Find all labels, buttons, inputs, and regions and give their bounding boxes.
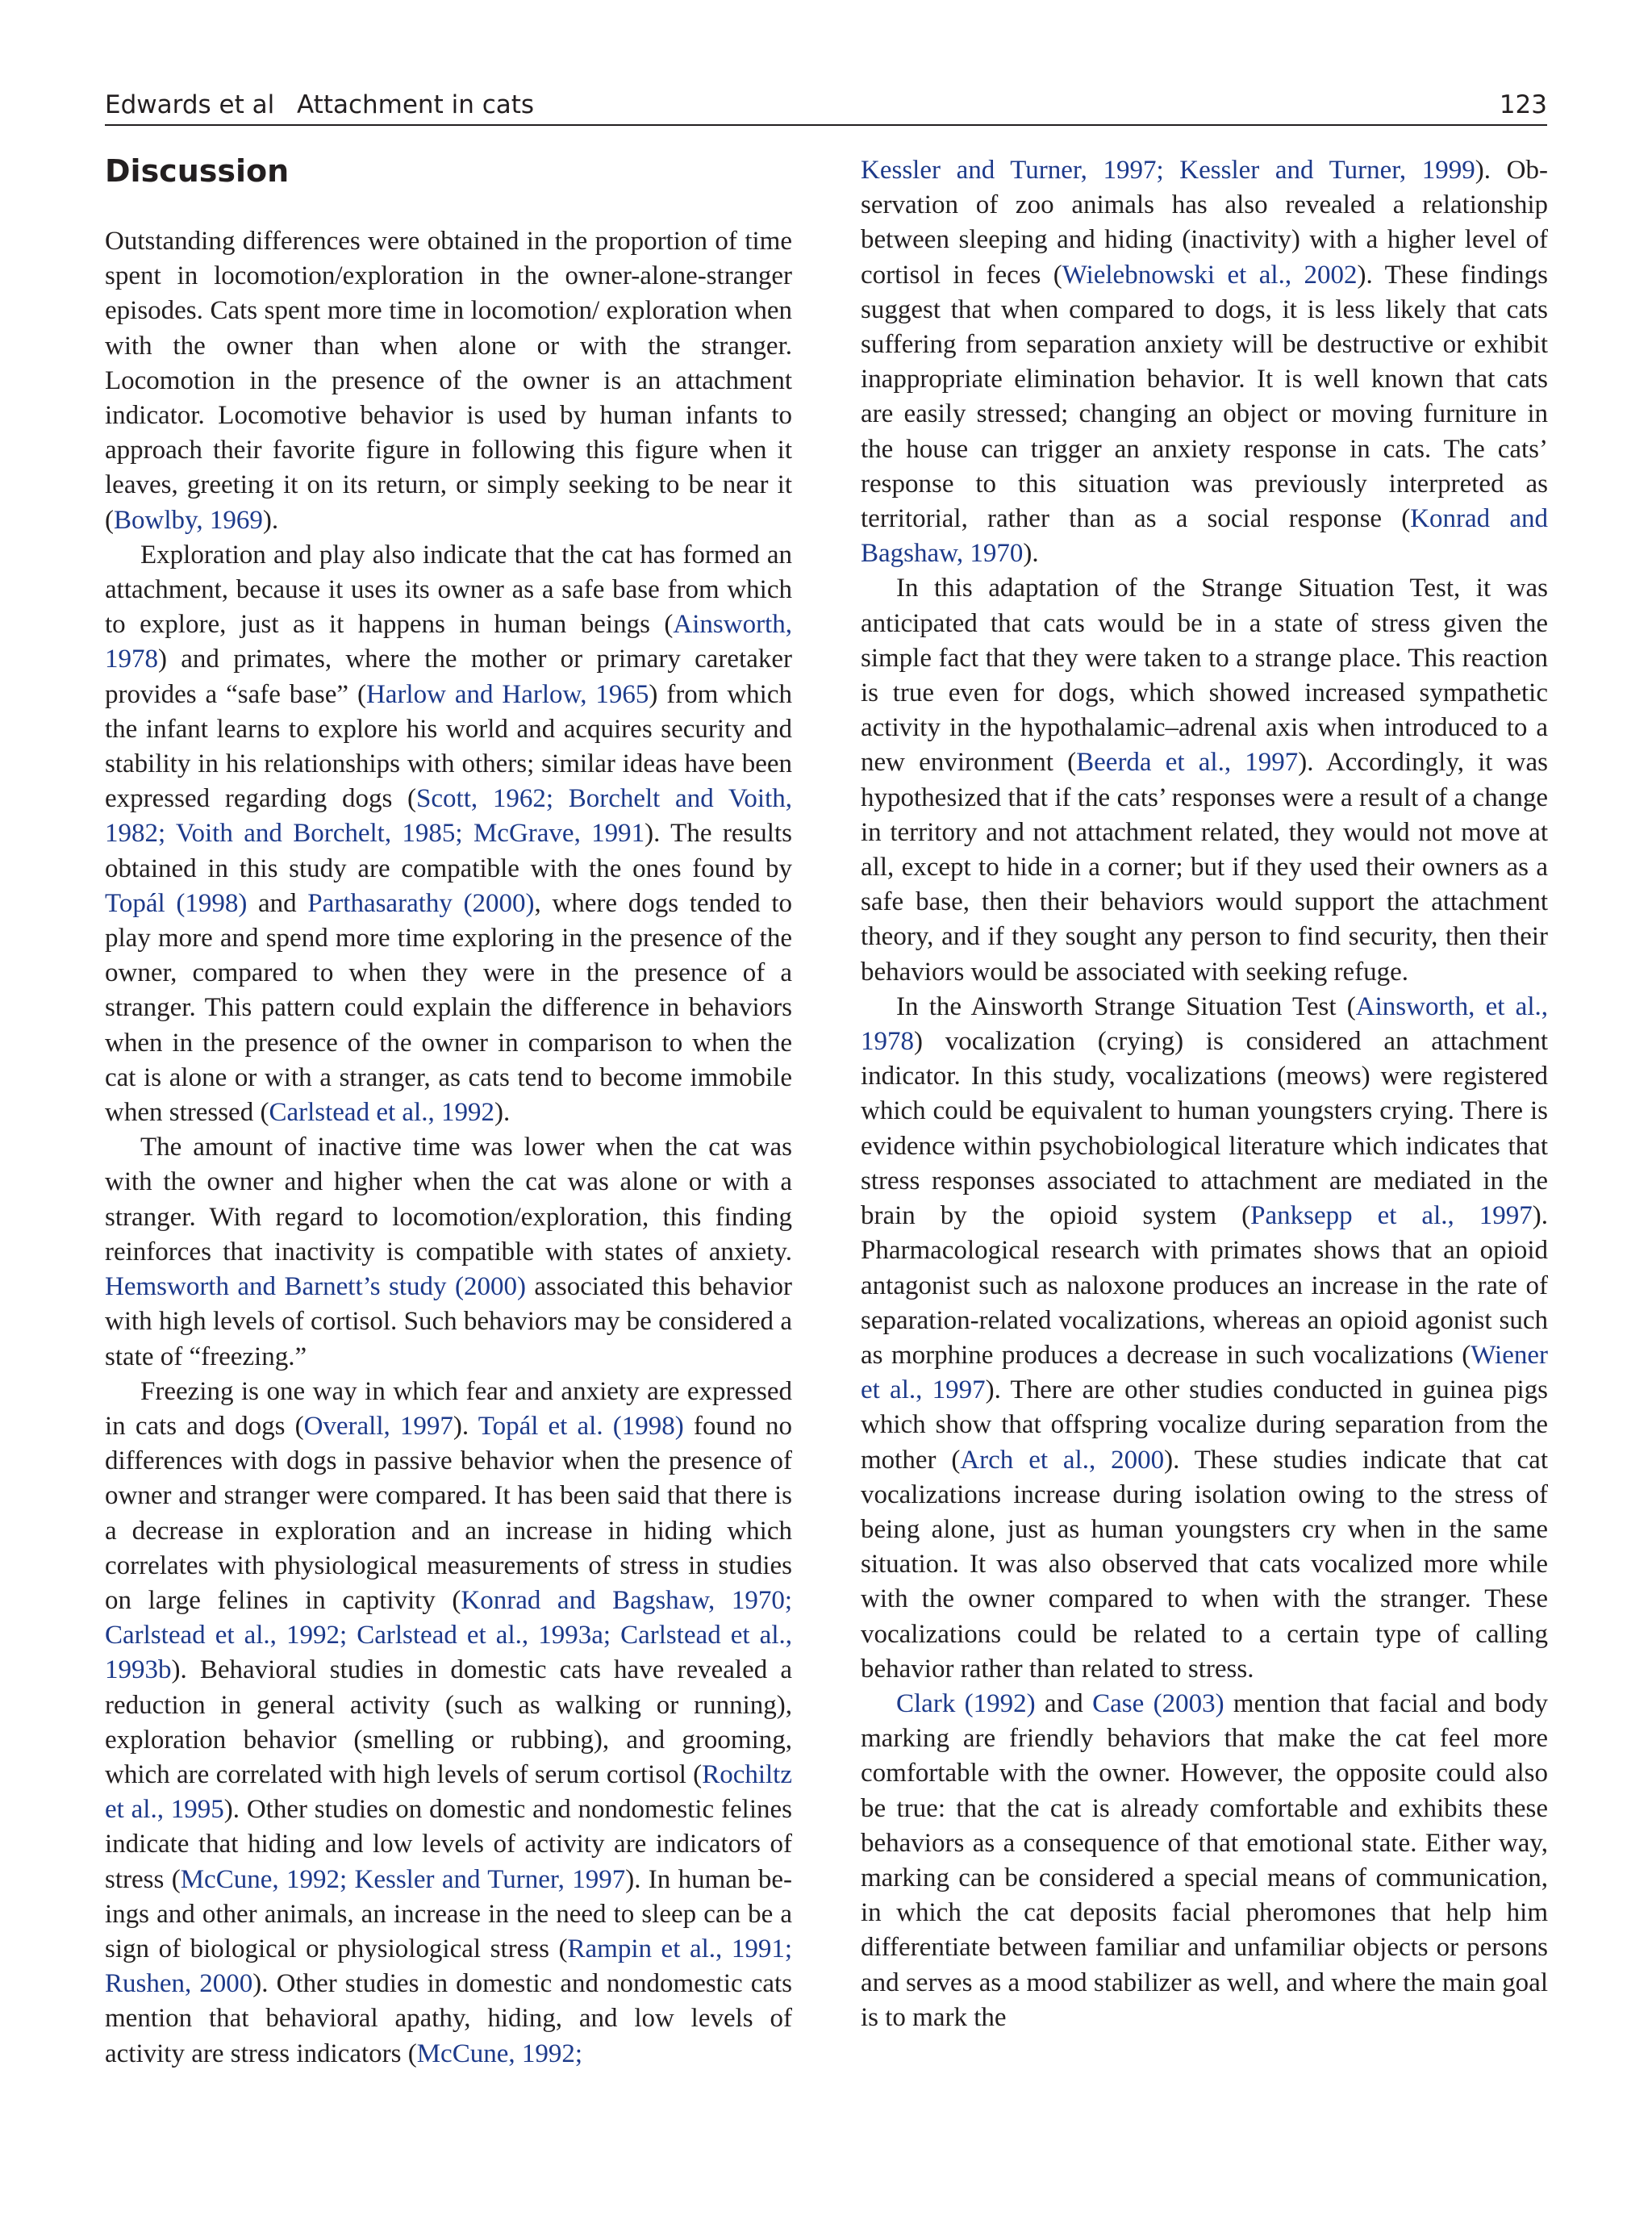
citation-link[interactable]: Arch et al., 2000	[960, 1445, 1165, 1475]
body-text: , where dogs tended to play more and spend more time exploring in the presence of the owner, compared to when they were in the presence of a stranger. This pattern could explain the difference in behaviors when in the presence of the owner in comparison to when the cat is alone or with a stranger, as cats tend to become immobile when stressed (	[105, 888, 793, 1128]
citation-link[interactable]: Scott, 1962; Borchelt and Voith, 1982; Voith and Borchelt, 1985; McGrave, 1991	[105, 784, 792, 849]
body-text: found no differences with dogs in passive behavior when the presence of owner and stranger were compared. It has been said that there is a decrease in exploration and an increase in hiding which correlates with physiological measurements of stress in studies on large felines in captivity (	[105, 1411, 792, 1615]
citation-link[interactable]: McCune, 1992; Kessler and Turner, 1997	[180, 1864, 626, 1894]
body-text: ). Observation of zoo animals has also revealed a relationship between sleeping and hiding (inactivity) with a higher level of cortisol in feces (	[861, 156, 1548, 290]
body-text: ). Other studies in domestic and nondomestic cats mention that behavioral apathy, hiding, and low levels of activity are stress indicators (	[105, 1969, 793, 2068]
citation-link[interactable]: Kessler and Turner, 1997; Kessler and Turner, 1999	[861, 156, 1475, 185]
body-text: ). Behavioral studies in domestic cats have revealed a reduction in general activity (such as walking or running), exploration behavior (smelling or rubbing), and grooming, which are correlated with high levels of serum cortisol (	[105, 1655, 792, 1789]
header-short-title: Attachment in cats	[297, 90, 535, 119]
body-text: ). Pharmacological research with primates shows that an opioid antagonist such as naloxone produces an increase in the rate of separation-related vocalizations, whereas an opioid agonist such as morphine produces a decrease in such vocalizations (	[861, 1201, 1548, 1370]
body-text: ). Accordingly, it was hypothesized that if the cats’ responses were a result of a change in territory and not attachment related, they would not move at all, except to hide in a corner; but if they used their owners as a safe base, then their behaviors would support the attachment theory, and if they sought any person to find security, then their behaviors would be associated with seeking refuge.	[861, 748, 1548, 987]
citation-link[interactable]: Wielebnowski et al., 2002	[1062, 260, 1358, 290]
right-column	[861, 153, 1548, 2035]
citation-link[interactable]: Konrad and Bagshaw, 1970	[861, 504, 1548, 569]
paragraph	[105, 1375, 792, 2072]
citation-link[interactable]: Beerda et al., 1997	[1076, 748, 1299, 778]
body-text: In this adaptation of the Strange Situation Test, it was anticipated that cats would be in a state of stress given the simple fact that they were taken to a strange place. This reaction is true even for dogs, which showed increased sympathetic activity in the hypothalamic–adrenal axis when introduced to a new environment (	[861, 574, 1548, 778]
body-text: The amount of inactive time was lower when the cat was with the owner and higher when the cat was alone or with a stranger. With regard to locomotion/exploration, this finding reinforces that inactivity is compatible with states of anxiety.	[105, 1133, 792, 1266]
citation-link[interactable]: Panksepp et al., 1997	[1250, 1201, 1533, 1231]
body-text: In the Ainsworth Strange Situation Test (	[896, 991, 1356, 1021]
citation-link[interactable]: Harlow and Harlow, 1965	[365, 679, 649, 709]
paragraph	[861, 1687, 1548, 2035]
left-column	[105, 153, 792, 2072]
body-text: Exploration and play also indicate that the cat has formed an attachment, because it uses its owner as a safe base from which to explore, just as it happens in human beings (	[105, 540, 792, 640]
body-text: ) and primates, where the mother or primary caretaker provides a “safe base” (	[105, 645, 792, 709]
section-heading: Discussion	[105, 153, 290, 189]
body-text: Outstanding differences were obtained in the proportion of time spent in locomotion/exploration in the owner-alone-stranger episodes. Cats spent more time in locomotion/ exploration when with the owner than when alone or with the stranger. Locomotion in the presence of the owner is an attachment indicator. Locomotive behavior is used by human infants to approach their favorite figure in following this figure when it leaves, greeting it on its return, or simply seeking to be near it (	[105, 227, 792, 535]
body-text: Freezing is one way in which fear and anxiety are expressed in cats and dogs (	[105, 1376, 792, 1441]
body-text: ). In human beings and other animals, an increase in the need to sleep can be a sign of biological or physiological stress (	[105, 1864, 793, 1963]
body-text: mention that facial and body marking are friendly behaviors that make the cat feel more comfortable with the owner. However, the opposite could also be true: that the cat is already comfortable and exhibits these behaviors as a consequence of that emotional state. Either way, marking can be considered a special means of communication, in which the cat deposits facial pheromones that help him differentiate between familiar and unfamiliar objects or persons and serves as a mood stabilizer as well, and where the main goal is to mark the	[861, 1688, 1548, 2032]
body-text: associated this behavior with high levels of cortisol. Such behaviors may be considered a state of “freezing.”	[105, 1272, 792, 1371]
body-text: ). The results obtained in this study are compatible with the ones found by	[105, 819, 792, 883]
citation-link[interactable]: Hemsworth and Barnett’s study (2000)	[105, 1272, 526, 1302]
body-text: ) from which the infant learns to explore his world and acquires security and stability in his relationships with others; similar ideas have been expressed regarding dogs (	[105, 679, 792, 814]
paragraph	[105, 224, 792, 538]
citation-link[interactable]: Bowlby, 1969	[114, 505, 263, 535]
citation-link[interactable]: Rampin et al., 1991; Rushen, 2000	[105, 1934, 792, 1999]
header-authors: Edwards et al	[105, 90, 275, 119]
running-header	[105, 87, 1547, 126]
page-number: 123	[1499, 90, 1547, 119]
body-text: and	[1035, 1688, 1093, 1718]
citation-link[interactable]: Konrad and Bagshaw, 1970; Carlstead et al., 1992; Carlstead et al., 1993a; Carlstead et al., 1993b	[105, 1585, 792, 1685]
citation-link[interactable]: Ainsworth, et al., 1978	[861, 991, 1548, 1057]
body-text: ). These findings suggest that when compared to dogs, it is less likely that cats suffering from separation anxiety will be destructive or exhibit inappropriate elimination behavior. It is well known that cats are easily stressed; changing an object or moving furniture in the house can trigger an anxiety response in cats. The cats’ response to this situation was previously interpreted as territorial, rather than as a social response (	[861, 260, 1549, 534]
paragraph	[105, 1130, 792, 1374]
citation-link[interactable]: Overall, 1997	[303, 1411, 453, 1441]
paragraph	[861, 153, 1548, 571]
body-text: and	[247, 888, 308, 918]
citation-link[interactable]: Carlstead et al., 1992	[269, 1098, 494, 1128]
citation-link[interactable]: Topál (1998)	[105, 888, 248, 918]
body-text: ).	[262, 505, 279, 535]
citation-link[interactable]: Parthasarathy (2000)	[307, 888, 535, 918]
citation-link[interactable]: Ainsworth, 1978	[105, 610, 792, 674]
paragraph	[861, 990, 1548, 1687]
citation-link[interactable]: Case (2003)	[1092, 1688, 1224, 1718]
citation-link[interactable]: McCune, 1992;	[416, 2038, 583, 2068]
body-text: ) vocalization (crying) is considered an attachment indicator. In this study, vocalizations (meows) were registered which could be equivalent to human youngsters crying. There is evidence within psychobiological literature which indicates that stress responses associated to attachment are mediated in the brain by the opioid system (	[861, 1027, 1548, 1231]
paragraph	[105, 538, 792, 1130]
body-text: ). Other studies on domestic and nondomestic felines indicate that hiding and low levels of activity are indicators of stress (	[105, 1795, 792, 1894]
citation-link[interactable]: Clark (1992)	[896, 1688, 1036, 1718]
paragraph	[861, 571, 1548, 989]
body-text: ). These studies indicate that cat vocalizations increase during isolation owing to the stress of being alone, just as human youngsters cry when in the same situation. It was also observed that cats vocalized more while with the owner compared to when with the stranger. These vocalizations could be related to a certain type of calling behavior rather than related to stress.	[861, 1445, 1548, 1684]
body-text: ). There are other studies conducted in guinea pigs which show that offspring vocalize during separation from the mother (	[861, 1375, 1548, 1475]
citation-link[interactable]: Wiener et al., 1997	[861, 1340, 1548, 1405]
citation-link[interactable]: Topál et al. (1998)	[478, 1411, 684, 1441]
body-text: ).	[453, 1411, 478, 1441]
citation-link[interactable]: Rochiltz et al., 1995	[105, 1759, 792, 1825]
body-text: ).	[1023, 539, 1039, 569]
body-text: ).	[494, 1098, 511, 1128]
